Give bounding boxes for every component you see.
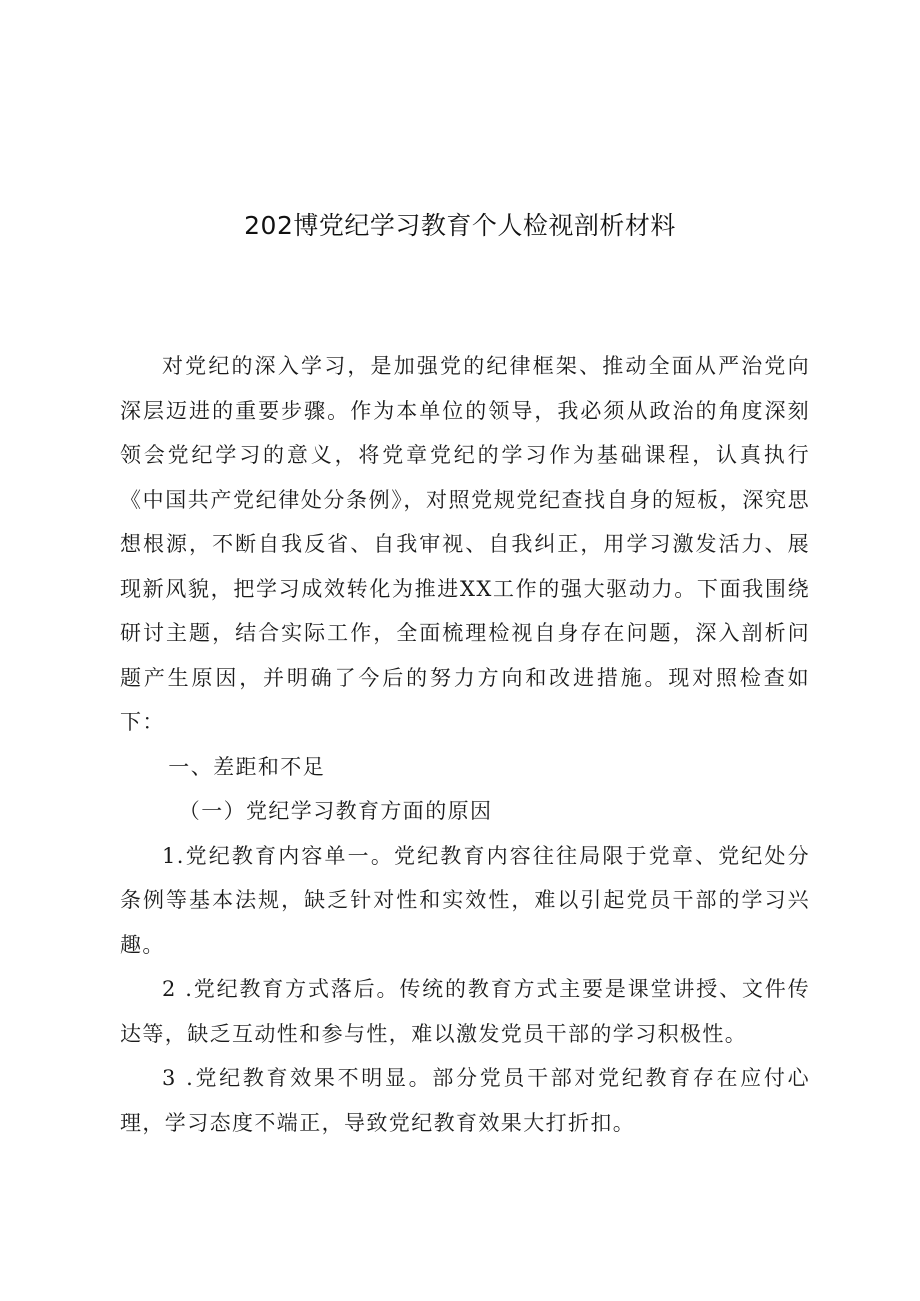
list-item-1: 1.党纪教育内容单一。党纪教育内容往往局限于党章、党纪处分条例等基本法规，缺乏针对性和实效性，难以引起党员干部的学习兴趣。 bbox=[120, 843, 810, 957]
list-item-3: 3 .党纪教育效果不明显。部分党员干部对党纪教育存在应付心理，学习态度不端正，导致党纪教育效果大打折扣。 bbox=[120, 1066, 810, 1135]
list-item-2: 2 .党纪教育方式落后。传统的教育方式主要是课堂讲授、文件传达等，缺乏互动性和参与性，难以激发党员干部的学习积极性。 bbox=[120, 977, 810, 1046]
document-body bbox=[120, 344, 810, 1145]
intro-paragraph: 对党纪的深入学习，是加强党的纪律框架、推动全面从严治党向深层迈进的重要步骤。作为本单位的领导，我必须从政治的角度深刻领会党纪学习的意义，将党章党纪的学习作为基础课程，认真执行《中国共产党纪律处分条例》，对照党规党纪查找自身的短板，深究思想根源，不断自我反省、自我审视、自我纠正，用学习激发活力、展现新风貌，把学习成效转化为推进XX工作的强大驱动力。下面我围绕研讨主题，结合实际工作，全面梳理检视自身存在问题，深入剖析问题产生原因，并明确了今后的努力方向和改进措施。现对照检查如下： bbox=[120, 354, 810, 734]
document-title: 202博党纪学习教育个人检视剖析材料 bbox=[244, 211, 676, 240]
section-heading: 一、差距和不足 bbox=[168, 754, 326, 779]
subsection-heading: （一）党纪学习教育方面的原因 bbox=[178, 799, 493, 823]
